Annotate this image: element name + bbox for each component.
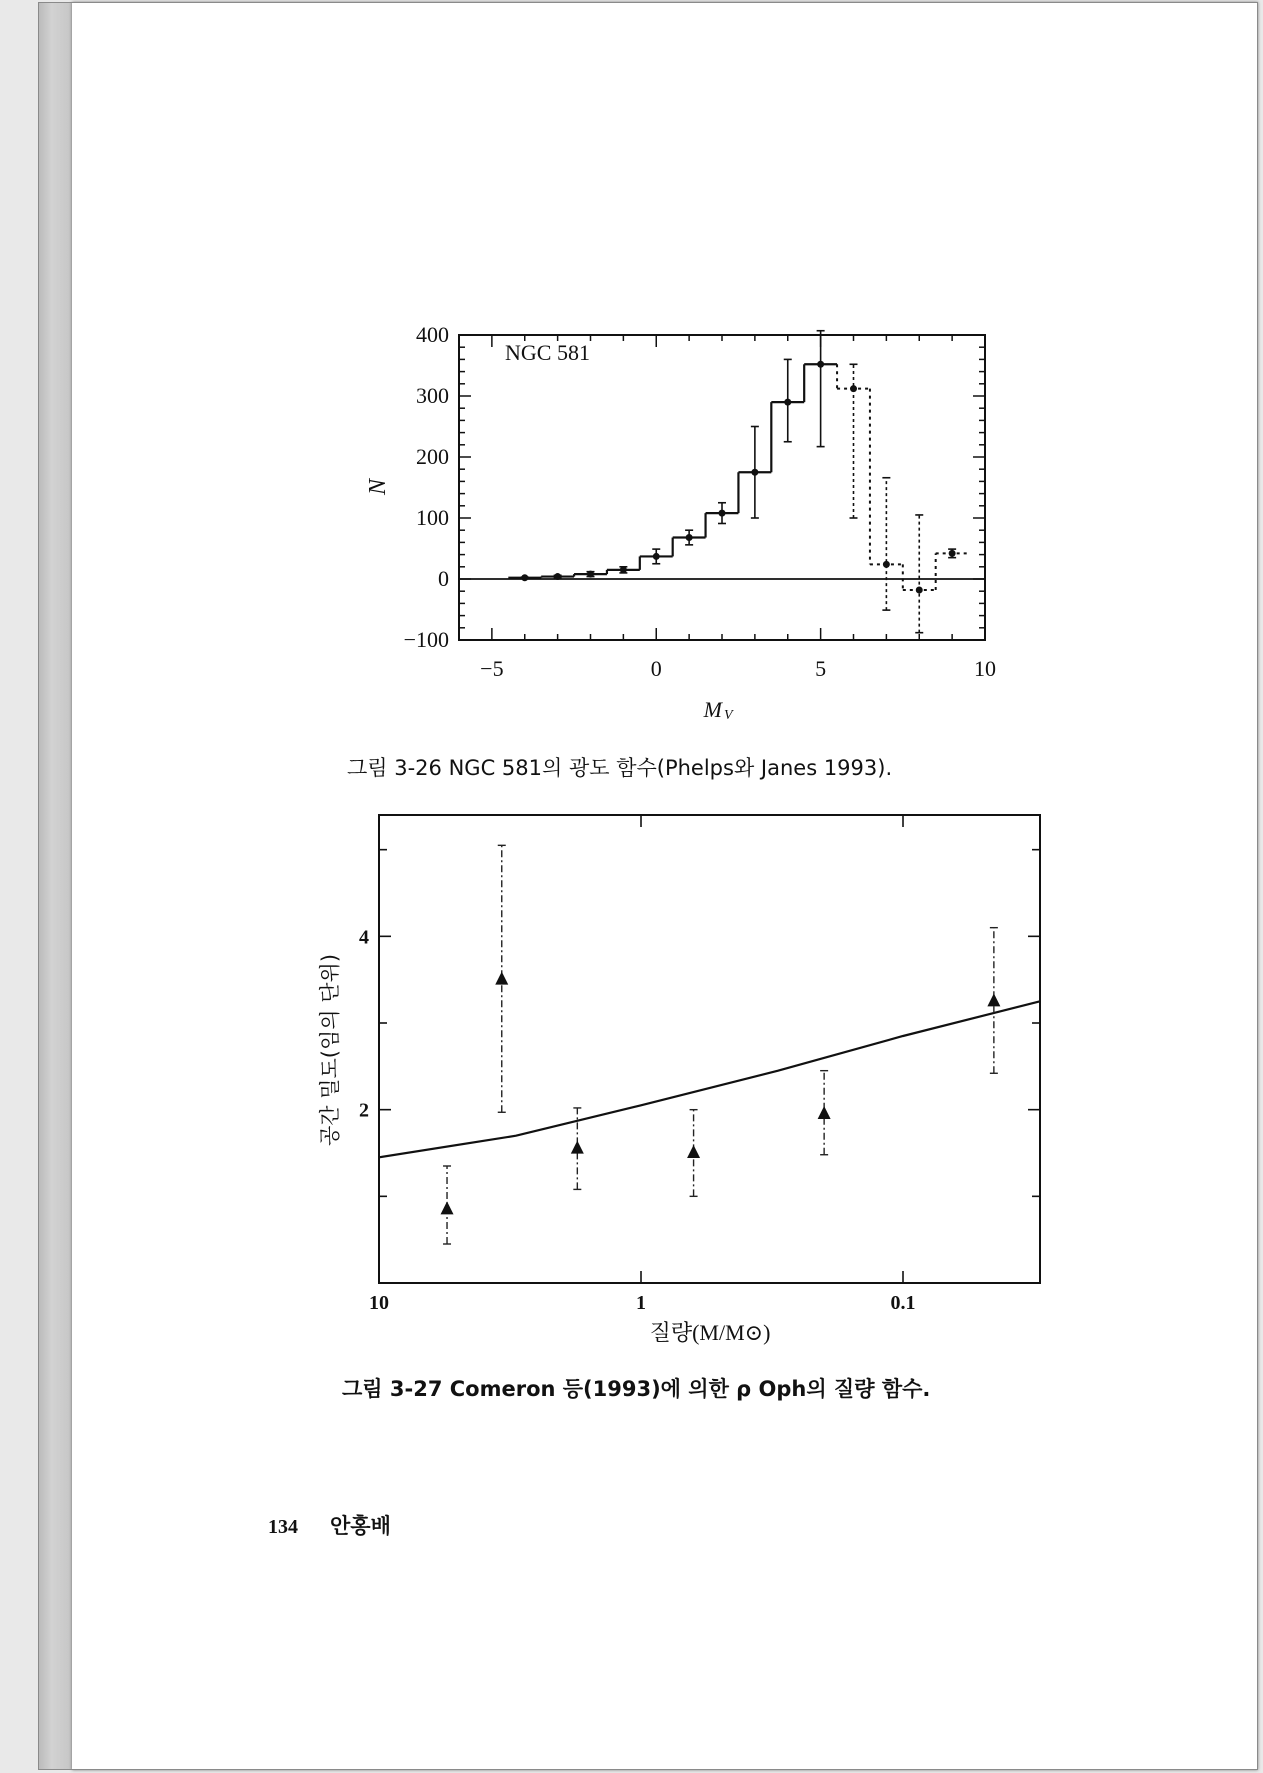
x-tick-label: 10 xyxy=(369,1292,389,1314)
y-tick-label: −100 xyxy=(403,627,449,652)
y-tick-label: 4 xyxy=(359,926,369,949)
triangle-marker xyxy=(441,1201,454,1214)
data-point xyxy=(719,510,726,517)
y-tick-label: 2 xyxy=(359,1099,369,1122)
y-tick-label: 100 xyxy=(416,505,449,530)
data-point xyxy=(620,566,627,573)
data-point xyxy=(850,385,857,392)
x-tick-label: 1 xyxy=(636,1292,647,1314)
fitted-curve xyxy=(379,1001,1040,1157)
triangle-marker xyxy=(495,972,508,985)
x-axis-label: 질량(M/M⊙) xyxy=(649,1320,771,1345)
x-tick-label: 5 xyxy=(815,656,827,681)
data-point xyxy=(587,571,594,578)
data-point xyxy=(653,553,660,560)
data-point xyxy=(883,561,890,568)
x-tick-label: 0.1 xyxy=(890,1292,916,1314)
figure-rho-oph-mass-function xyxy=(318,815,1040,1345)
data-point xyxy=(521,574,528,581)
author-name: 안홍배 xyxy=(330,1514,391,1538)
figure-caption-3-27: 그림 3-27 Comeron 등(1993)에 의한 ρ Oph의 질량 함수. xyxy=(342,1377,931,1401)
data-point xyxy=(949,550,956,557)
y-axis-label: 공간 밀도(임의 단위) xyxy=(318,953,342,1147)
data-point xyxy=(686,534,693,541)
y-tick-label: 0 xyxy=(438,566,449,591)
plot-frame xyxy=(459,335,985,640)
y-tick-label: 400 xyxy=(416,322,449,347)
y-tick-label: 300 xyxy=(416,383,449,408)
x-tick-label: 10 xyxy=(974,656,996,681)
data-point xyxy=(554,573,561,580)
x-axis-label: M xyxy=(703,697,722,722)
triangle-marker xyxy=(571,1141,584,1154)
y-axis-label: N xyxy=(365,478,391,496)
triangle-marker xyxy=(687,1145,700,1158)
figure-caption-3-26: 그림 3-26 NGC 581의 광도 함수(Phelps와 Janes 1993). xyxy=(347,756,893,780)
figure-ngc581-luminosity-function xyxy=(365,322,996,723)
data-point xyxy=(784,399,791,406)
data-point xyxy=(751,469,758,476)
triangle-marker xyxy=(987,993,1000,1006)
x-tick-label: −5 xyxy=(480,656,504,681)
page-number: 134 xyxy=(268,1516,298,1538)
data-point xyxy=(817,361,824,368)
triangle-marker xyxy=(818,1106,831,1119)
data-point xyxy=(916,586,923,593)
x-axis-label-subscript: V xyxy=(724,708,733,723)
y-tick-label: 200 xyxy=(416,444,449,469)
plot-frame xyxy=(379,815,1040,1283)
plot-label: NGC 581 xyxy=(505,340,590,365)
x-tick-label: 0 xyxy=(650,656,662,681)
